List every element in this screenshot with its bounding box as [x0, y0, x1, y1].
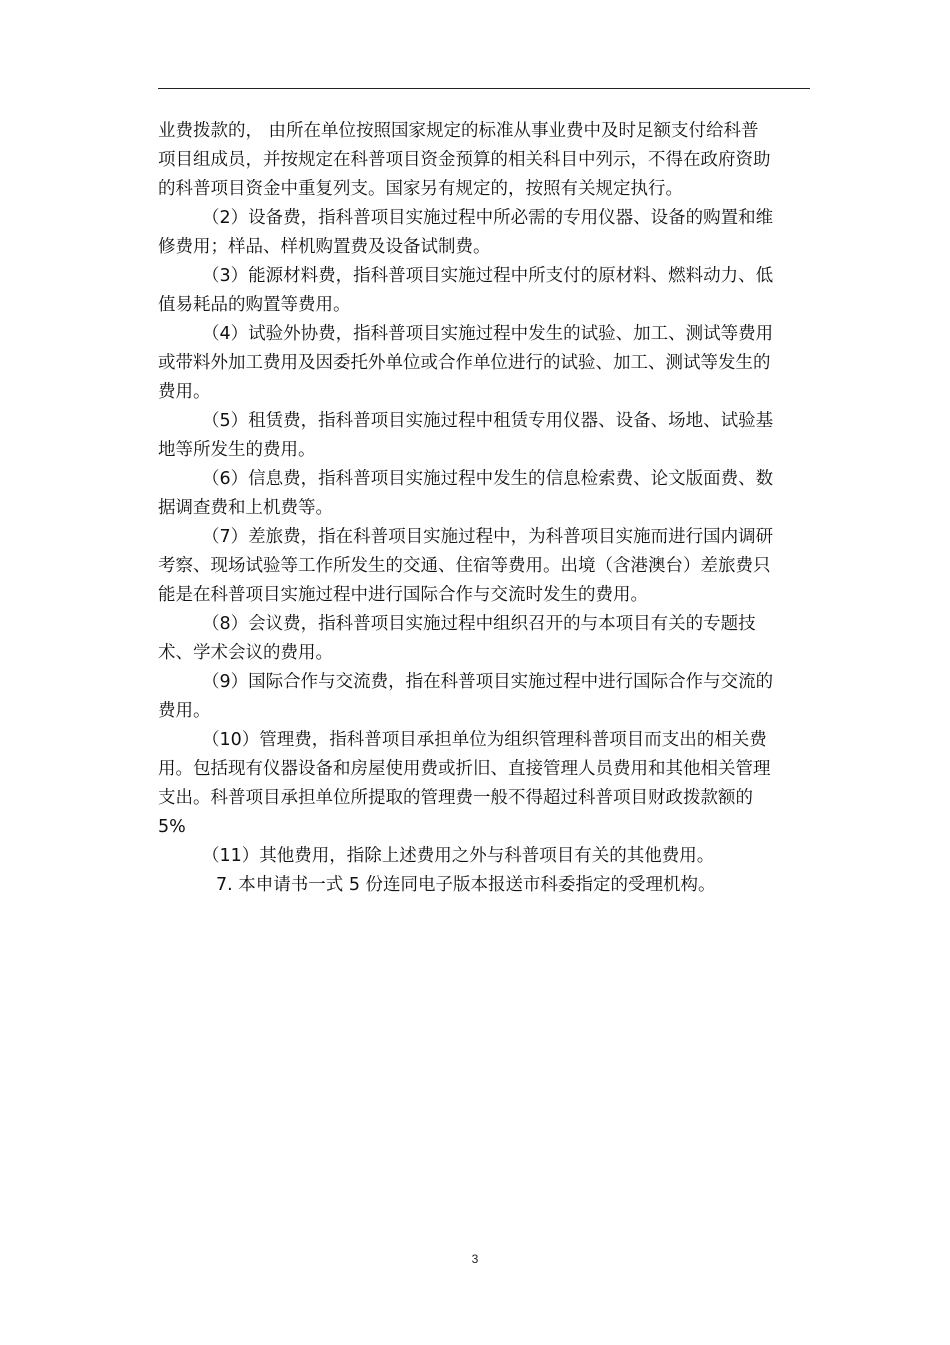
paragraph-management-fee: （10）管理费，指科普项目承担单位为组织管理科普项目而支出的相关费用。包括现有仪器设备和房屋使用费或折旧、直接管理人员费用和其他相关管理支出。科普项目承担单位所提取的管理费一般不得超过科普项目财政拨款额的 5%	[158, 730, 771, 837]
paragraph-travel-fee: （7）差旅费，指在科普项目实施过程中，为科普项目实施而进行国内调研考察、现场试验等工作所发生的交通、住宿等费用。出境（含港澳台）差旅费只能是在科普项目实施过程中进行国际合作与交流时发生的费用。	[158, 527, 774, 605]
paragraph-submission-note: 7. 本申请书一式 5 份连同电子版本报送市科委指定的受理机构。	[216, 875, 716, 895]
paragraph-equipment-fee: （2）设备费，指科普项目实施过程中所必需的专用仪器、设备的购置和维修费用；样品、样机购置费及设备试制费。	[158, 208, 774, 257]
paragraph-outsourced-testing-fee: （4）试验外协费，指科普项目实施过程中发生的试验、加工、测试等费用或带料外加工费用及因委托外单位或合作单位进行的试验、加工、测试等发生的费用。	[158, 324, 774, 402]
paragraph-other-fees: （11）其他费用，指除上述费用之外与科普项目有关的其他费用。	[202, 846, 715, 866]
paragraph-international-cooperation-fee: （9）国际合作与交流费，指在科普项目实施过程中进行国际合作与交流的费用。	[158, 672, 774, 721]
paragraph-materials-fee: （3）能源材料费，指科普项目实施过程中所支付的原材料、燃料动力、低值易耗品的购置等费用。	[158, 266, 774, 315]
paragraph-information-fee: （6）信息费，指科普项目实施过程中发生的信息检索费、论文版面费、数据调查费和上机费等。	[158, 469, 774, 518]
paragraph-rental-fee: （5）租赁费，指科普项目实施过程中租赁专用仪器、设备、场地、试验基地等所发生的费用。	[158, 411, 774, 460]
paragraph-conference-fee: （8）会议费，指科普项目实施过程中组织召开的与本项目有关的专题技术、学术会议的费用。	[158, 614, 756, 663]
document-body	[158, 117, 774, 900]
paragraph-continuation: 业费拨款的， 由所在单位按照国家规定的标准从事业费中及时足额支付给科普项目组成员，并按规定在科普项目资金预算的相关科目中列示，不得在政府资助的科普项目资金中重复列支。国家另有规定的，按照有关规定执行。	[158, 121, 771, 199]
page-number: 3	[471, 1252, 479, 1266]
header-rule	[158, 88, 810, 89]
